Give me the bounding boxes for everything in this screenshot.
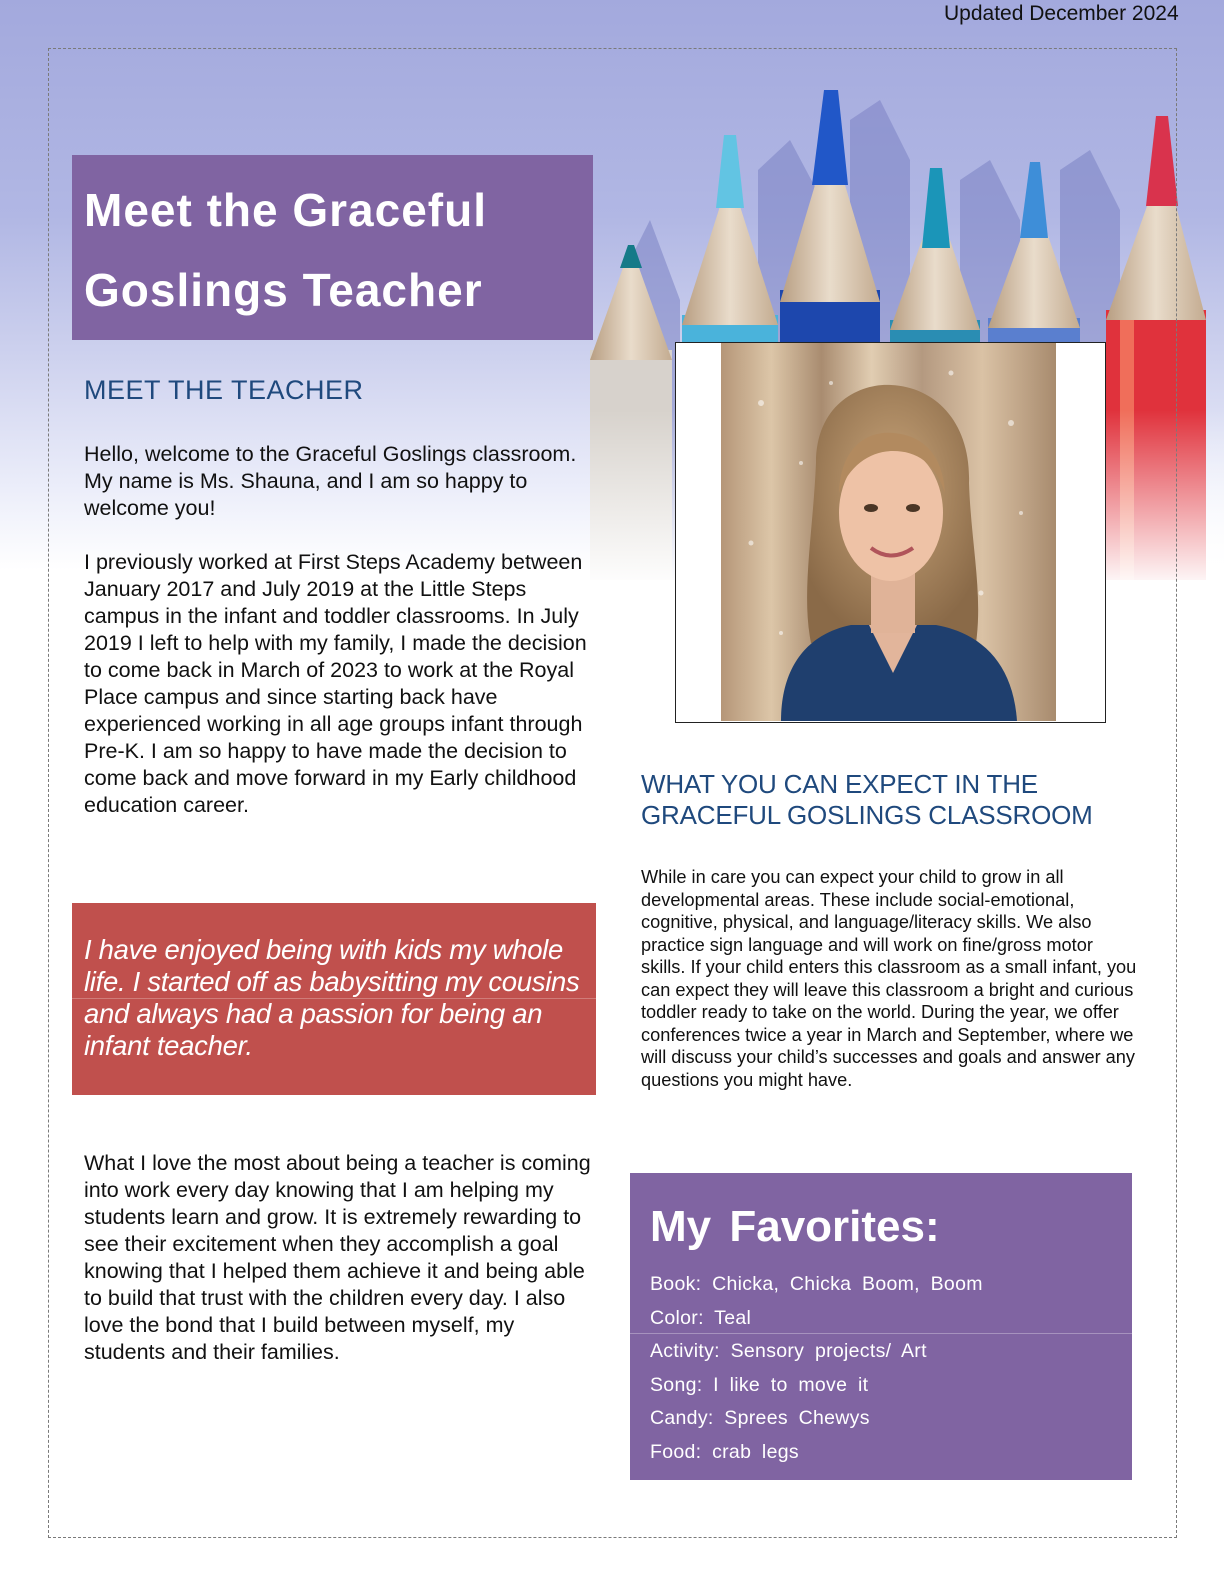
page-title-line-1: Meet the Graceful xyxy=(84,184,487,236)
favorites-title: My Favorites: xyxy=(650,1202,940,1251)
meet-the-teacher-heading: MEET THE TEACHER xyxy=(84,375,364,405)
page-title xyxy=(84,170,584,330)
favorite-item-activity: Activity: Sensory projects/ Art xyxy=(650,1340,927,1363)
favorite-item-color: Color: Teal xyxy=(650,1306,752,1329)
favorite-item-book: Book: Chicka, Chicka Boom, Boom xyxy=(650,1273,983,1295)
favorite-item-candy: Candy: Sprees Chewys xyxy=(650,1407,870,1430)
love-paragraph: What I love the most about being a teacher is coming into work every day knowing that I am helping my students learn and grow. It is extremely rewarding to see their excitement when they accomplish a goal knowing that I helped them achieve it and being able to build that trust with the children every day. I also love the bond that I build between myself, my students and their families. xyxy=(84,1151,591,1364)
teacher-photo xyxy=(721,343,1056,721)
favorite-item-song: Song: I like to move it xyxy=(650,1373,869,1396)
updated-date: Updated December 2024 xyxy=(944,2,1179,25)
favorites-list xyxy=(650,1268,983,1470)
background-paragraph: I previously worked at First Steps Academy between January 2017 and July 2019 at the Little Steps campus in the infant and toddler classrooms. In July 2019 I left to help with my family, I made the decision to come back in March of 2023 to work at the Royal Place campus and since starting back have experienced working in all age groups infant through Pre-K. I am so happy to have made the decision to come back and move forward in my Early childhood education career. xyxy=(84,550,587,817)
expect-paragraph: While in care you can expect your child to grow in all developmental areas. These include social-emotional, cognitive, physical, and language/literacy skills. We also practice sign language and will work on fine/gross motor skills. If your child enters this classroom as a small infant, you can expect they will leave this classroom a bright and curious toddler ready to take on the world. During the year, we offer conferences twice a year in March and September, where we will discuss your child’s successes and goals and answer any questions you might have. xyxy=(641,867,1137,1090)
expect-heading: WHAT YOU CAN EXPECT IN THE GRACEFUL GOSLINGS CLASSROOM xyxy=(641,769,1093,830)
intro-paragraph: Hello, welcome to the Graceful Goslings classroom. My name is Ms. Shauna, and I am so happy to welcome you! xyxy=(84,442,577,520)
teacher-photo-frame xyxy=(675,342,1106,723)
page-title-line-2: Goslings Teacher xyxy=(84,264,483,316)
pull-quote: I have enjoyed being with kids my whole life. I started off as babysitting my cousins and always had a passion for being an infant teacher. xyxy=(84,934,580,1061)
favorite-item-food: Food: crab legs xyxy=(650,1440,799,1463)
